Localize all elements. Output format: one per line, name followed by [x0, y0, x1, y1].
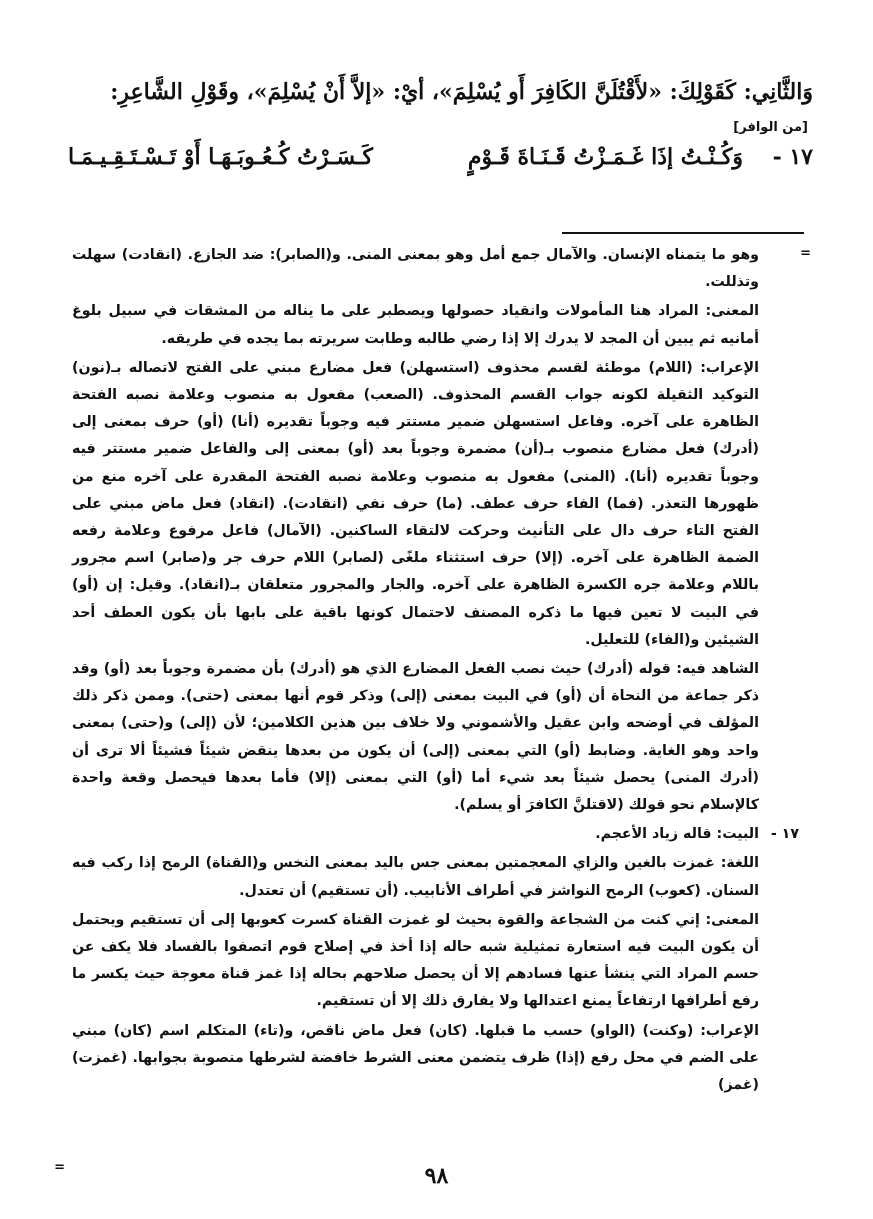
footnotes [72, 242, 799, 1101]
footnote-lugha [72, 850, 759, 904]
shahid-text: قوله (أدرك) حيث نصب الفعل المضارع الذي هو (أدرك) بأن مضمرة وجوباً بعد (أو) وقد ذكر جماعة من النحاة أن (أو) في البيت بمعنى (إلى) وذكر قوم أنها بمعنى (حتى). وممن ذكر ذلك المؤلف في أوضحه وابن عقيل والأشموني ولا خلاف بين هذين الكلامين؛ لأن (إلى) و(حتى) بمعنى واحد وهو الغاية. وضابط (أو) التي بمعنى (إلى) أن يكون من بعدها ينقض شيئاً فشيئاً ألا ترى أن (أدرك المنى) يحصل شيئاً بعد شيء أما (أو) التي بمعنى (إلا) فأما بعدها فيحصل وقعة واحدة كالإسلام نحو قولك (لاقتلنَّ الكافرَ أو يسلم). [72, 661, 759, 814]
footnote-separator [562, 232, 804, 234]
irab-label: الإعراب: [700, 359, 759, 376]
irab-text: (اللام) موطئة لقسم محذوف (استسهلن) فعل مضارع مبني على الفتح لاتصاله بـ(نون) التوكيد الثقيلة لكونه جواب القسم المحذوف. (الصعب) مفعول به منصوب وعلامة نصبه الفتحة الظاهرة على آخره. وفاعل استسهلن ضمير مستتر فيه وجوباً تقديره (أنا) (أو) حرف بمعنى إلى (أدرك) فعل مضارع منصوب بـ(أن) مضمرة وجوباً بعد (أو) بمعنى إلى والفاعل ضمير مستتر فيه وجوباً تقديره (أنا). (المنى) مفعول به منصوب وعلامة نصبه الفتحة المقدرة على آخره منع من ظهورها التعذر. (فما) الفاء حرف عطف. (ما) حرف نفي (انقادت). (انقاد) فعل ماض مبني على الفتح التاء حرف دال على التأنيث وحركت لالتقاء الساكنين. (الآمال) فاعل مرفوع وعلامة رفعه الضمة الظاهرة على آخره. (إلا) حرف استثناء ملغًى (لصابر) اللام حرف جر و(صابر) اسم مجرور باللام وعلامة جره الكسرة الظاهرة على آخره. والجار والمجرور متعلقان بـ(انقاد). وقيل: إن (أو) في البيت لا تعين فيها ما ذكره المصنف لاحتمال كونها باقية على بابها بأن يكون العطف أحد الشيئين و(الفاء) للتعليل. [72, 359, 759, 648]
footnote-shahid [72, 656, 759, 819]
main-text-line: وَالثَّانِي: كَقَوْلِكَ: «لأَقْتُلَنَّ الكَافِرَ أَو يُسْلِمَ»، أيْ: «إلاَّ أَنْ يُسْلِمَ»، وقَوْلِ الشَّاعِرِ: [110, 79, 813, 105]
footnote-continuation-text: وهو ما يتمناه الإنسان. والآمال جمع أمل وهو بمعنى المنى. و(الصابر): ضد الجازع. (انقادت) سهلت وتذللت. [72, 247, 759, 291]
meaning2-label: المعنى: [705, 911, 759, 928]
continuation-mark-top: = [800, 246, 811, 261]
irab2-text: (وكنت) (الواو) حسب ما قبلها. (كان) فعل ماض ناقص، و(تاء) المتكلم اسم (كان) مبني على الضم في محل رفع (إذا) ظرف يتضمن معنى الشرط خافضة لشرطها منصوبة بجوابها. (غمزت) (غمز) [72, 1022, 759, 1094]
footnote-irab-2 [72, 1018, 759, 1100]
verse-second-hemistich: كَـسَـرْتُ كُـعُـوبَـهَـا أَوْ تَـسْـتَـقِـيـمَـا [67, 144, 373, 170]
shahid-label: الشاهد فيه: [676, 661, 759, 678]
continuation-mark-bottom: = [54, 1160, 65, 1175]
footnote-meaning-2 [72, 907, 759, 1016]
lugha-text: غمزت بالغين والزاي المعجمتين بمعنى جس باليد بمعنى النخس و(القناة) الرمح إذا ركب فيه السنان. (كعوب) الرمح النواشز في أطراف الأنابيب. (أن تستقيم) أن تعتدل. [72, 855, 759, 899]
meaning-label: المعنى: [705, 303, 759, 320]
footnote-continuation [72, 242, 759, 296]
verse-meter: [من الوافر] [733, 120, 808, 135]
bayt-label: البيت: [716, 826, 759, 843]
verse-first-hemistich: وَكُـنْـتُ إذَا غَـمَـزْتُ قَـنَـاةَ قَـوْمٍ [467, 144, 743, 170]
lugha-label: اللغة: [720, 855, 759, 872]
meaning-text: المراد هنا المأمولات وانقياد حصولها ويصطبر على ما يناله من المشقات في سبيل بلوغ أمانيه ثم يبين أن المجد لا يدرك إلا إذا رضي طالبه وطابت سريرته بما يجده في طريقه. [72, 303, 759, 347]
irab2-label: الإعراب: [700, 1022, 759, 1039]
page-number: ٩٨ [424, 1163, 449, 1189]
footnote-meaning [72, 298, 759, 352]
verse-number: ١٧ - [772, 144, 813, 170]
footnote-entry-number: ١٧ - [770, 826, 799, 843]
bayt-text: قاله زياد الأعجم. [595, 826, 712, 843]
poetry-verse [53, 138, 813, 178]
meaning2-text: إني كنت من الشجاعة والقوة بحيث لو غمزت القناة كسرت كعوبها إلى أن تستقيم ويحتمل أن يكون البيت فيه استعارة تمثيلية شبه حاله إذا أخذ في إصلاح قوم اتصفوا بالفساد فلا يكف عن حسم المراد التي ينشأ عنها فسادهم إلا أن يحصل صلاحهم بحاله إذا غمز قناة معوجة حيث يكسر ما رفع أطرافها ارتفاعاً يمنع اعتدالها ولا يفارق ذلك إلا أن تستقيم. [72, 911, 759, 1010]
footnote-bayt [72, 821, 799, 848]
footnote-irab [72, 355, 759, 654]
